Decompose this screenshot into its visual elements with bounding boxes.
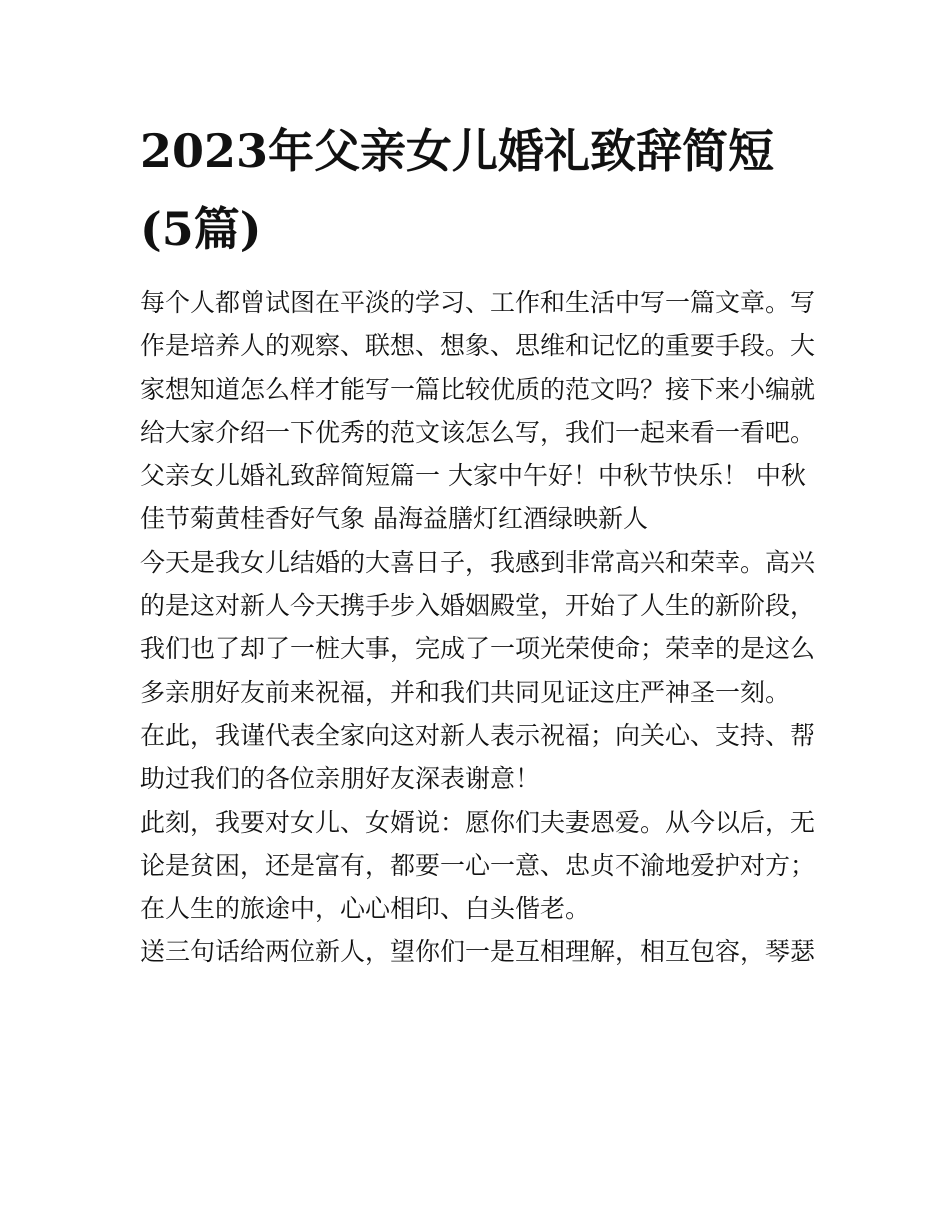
body-line: 家想知道怎么样才能写一篇比较优质的范文吗？接下来小编就 [140, 374, 816, 404]
body-line: 在此，我谨代表全家向这对新人表示祝福；向关心、支持、帮 [140, 720, 816, 750]
document-body [140, 281, 820, 974]
body-line: 今天是我女儿结婚的大喜日子，我感到非常高兴和荣幸。高兴 [140, 547, 816, 577]
body-line: 在人生的旅途中，心心相印、白头偕老。 [140, 894, 591, 924]
body-line: 论是贫困，还是富有，都要一心一意、忠贞不渝地爱护对方； [140, 850, 816, 880]
body-line: 佳节菊黄桂香好气象 晶海益膳灯红酒绿映新人 [140, 504, 648, 534]
body-line: 助过我们的各位亲朋好友深表谢意！ [140, 764, 541, 794]
body-line: 给大家介绍一下优秀的范文该怎么写，我们一起来看一看吧。 [140, 417, 816, 447]
body-line: 父亲女儿婚礼致辞简短篇一 大家中午好！中秋节快乐！ 中秋 [140, 461, 806, 491]
body-line: 我们也了却了一桩大事，完成了一项光荣使命；荣幸的是这么 [140, 634, 816, 664]
body-line: 每个人都曾试图在平淡的学习、工作和生活中写一篇文章。写 [140, 288, 816, 317]
body-line: 送三句话给两位新人，望你们一是互相理解，相互包容，琴瑟 [140, 937, 816, 967]
body-line: 多亲朋好友前来祝福，并和我们共同见证这庄严神圣一刻。 [140, 677, 791, 707]
body-line: 作是培养人的观察、联想、想象、思维和记忆的重要手段。大 [140, 331, 816, 361]
document-title: 2023年父亲女儿婚礼致辞简短(5篇) [140, 124, 775, 256]
body-line: 此刻，我要对女儿、女婿说：愿你们夫妻恩爱。从今以后，无 [140, 807, 816, 837]
body-line: 的是这对新人今天携手步入婚姻殿堂，开始了人生的新阶段， [140, 591, 816, 621]
